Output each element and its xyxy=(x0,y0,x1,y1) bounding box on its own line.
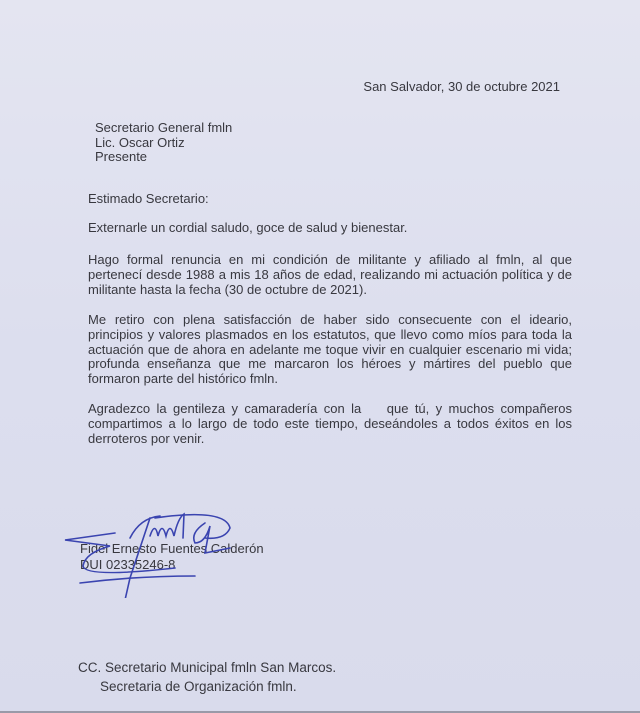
signer-id: DUI 02335246-8 xyxy=(80,557,176,572)
cc-line: CC. Secretario Municipal fmln San Marcos. xyxy=(78,660,337,675)
cc-block xyxy=(78,658,336,696)
cc-line: Secretaria de Organización fmln. xyxy=(100,679,297,694)
paragraph-resignation: Hago formal renuncia en mi condición de militante y afiliado al fmln, al que pertenecí desde 1988 a mis 18 años de edad, realizando mi actuación política y de militante hasta la fecha (30 de octubre de 2021). xyxy=(88,252,572,297)
paragraph-gratitude: Agradezco la gentileza y camaradería con la que tú, y muchos compañeros compartimos a lo largo de todo este tiempo, deseándoles a todos éxitos en los derroteros por venir. xyxy=(88,401,576,446)
paragraph-salutation: Externarle un cordial saludo, goce de salud y bienestar. xyxy=(88,220,408,235)
signer-name: Fidel Ernesto Fuentes Calderón xyxy=(80,541,264,556)
addressee-line: Presente xyxy=(95,149,148,164)
addressee-line: Secretario General fmln xyxy=(95,120,233,135)
greeting: Estimado Secretario: xyxy=(88,191,209,206)
addressee-block xyxy=(95,121,232,165)
handwritten-signature xyxy=(55,508,255,598)
addressee-line: Lic. Oscar Ortiz xyxy=(95,134,185,150)
paragraph-satisfaction: Me retiro con plena satisfacción de haber sido consecuente con el ideario, principios y valores plasmados en los estatutos, que llevo como míos para toda la actuación que de ahora en adelante me toque vivir en cualquier escenario mi vida; profunda enseñanza que me marcaron los héroes y mártires del pueblo que formaron parte del histórico fmln. xyxy=(88,312,572,387)
letter-date: San Salvador, 30 de octubre 2021 xyxy=(363,79,560,94)
